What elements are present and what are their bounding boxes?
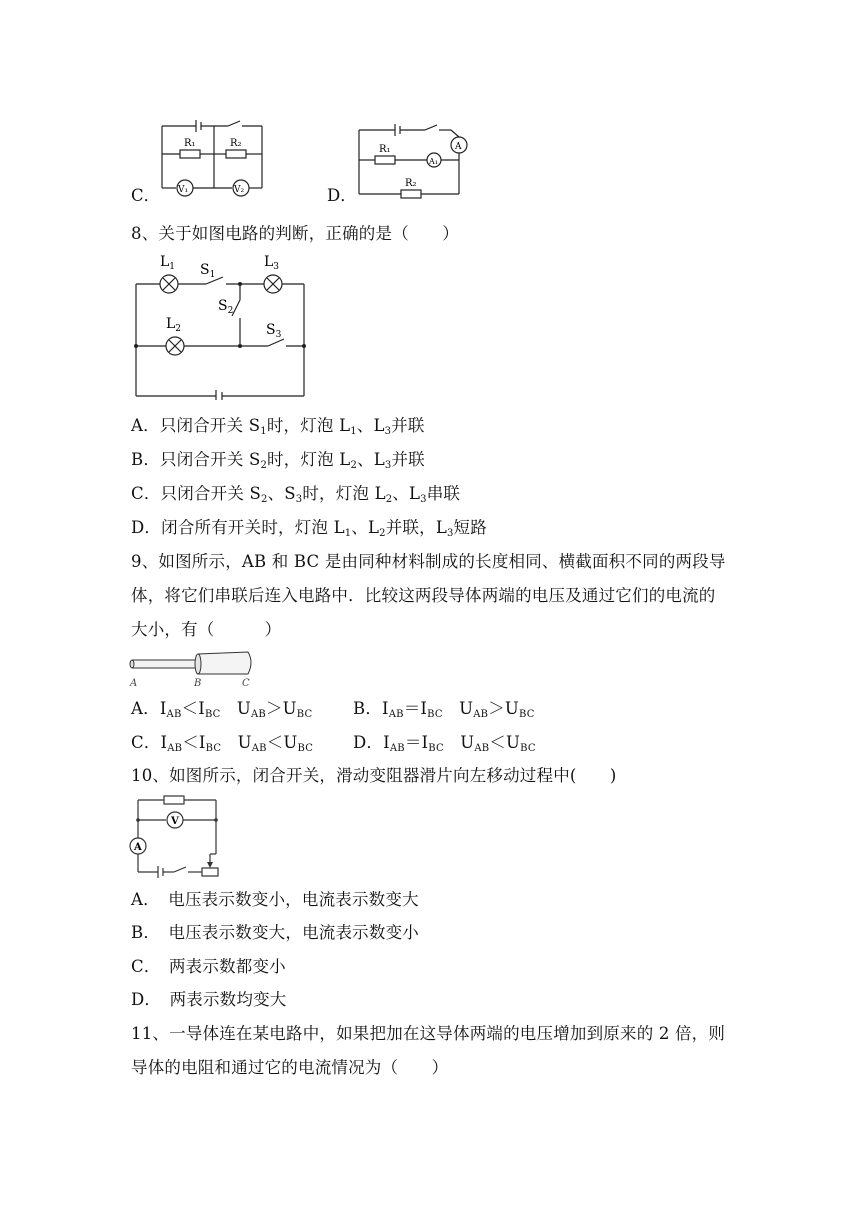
q10-stem: 10、如图所示，闭合开关，滑动变阻器滑片向左移动过程中( ) [131,766,617,785]
q10-voltmeter-label: V [171,816,179,827]
q7-option-d-label: D． [327,186,357,205]
q7d-r1-label: R₁ [379,144,391,155]
q7c-v2-label: V₂ [234,185,245,195]
q9-point-a: A [130,678,138,688]
q7d-a1-label: A₁ [429,157,438,166]
q8-circuit-figure [128,250,308,400]
q9-option-a: A．$I_{AB}<I_{BC}$ $U_{AB}>U_{BC}$ [131,699,313,720]
q10-circuit-figure [128,792,223,880]
q9-point-b: B [194,678,202,688]
q11-stem-line2: 导体的电阻和通过它的电流情况为（ ） [131,1058,449,1077]
q7-option-c-label: C． [131,186,161,205]
q9-point-c: C [242,678,250,688]
q7-circuit-c-figure [158,118,268,198]
q8-stem: 8、关于如图电路的判断，正确的是（ ） [131,224,459,243]
q8-s1-label: $S_1$ [200,262,216,280]
q8-l1-label: $L_1$ [160,254,176,272]
q8-option-b: B．只闭合开关 $S_2$时，灯泡 $L_2$、$L_3$并联 [131,450,425,471]
q8-option-c: C．只闭合开关 $S_2$、$S_3$时，灯泡 $L_2$、$L_3$串联 [131,484,461,505]
q10-option-d: D． 两表示数均变大 [131,990,287,1009]
q8-option-d: D．闭合所有开关时，灯泡 $L_1$、$L_2$并联，$L_3$短路 [131,518,487,539]
q8-l3-label: $L_3$ [264,254,280,272]
q7c-r2-label: R₂ [230,138,242,149]
q9-option-d: D．$I_{AB}=I_{BC}$ $U_{AB}<U_{BC}$ [353,733,536,754]
q10-option-c: C． 两表示数都变小 [131,957,286,976]
q8-s3-label: $S_3$ [266,322,282,340]
q9-stem-line2: 体，将它们串联后连入电路中．比较这两段导体两端的电压及通过它们的电流的 [131,586,716,605]
q7c-r1-label: R₁ [184,138,196,149]
q8-option-a: A．只闭合开关 $S_1$时，灯泡 $L_1$、$L_3$并联 [131,416,425,437]
q7d-a-label: A [455,142,462,152]
q8-l2-label: $L_2$ [166,316,182,334]
q7-circuit-d-figure [355,120,470,200]
q9-option-b: B．$I_{AB}=I_{BC}$ $U_{AB}>U_{BC}$ [353,699,535,720]
q9-conductor-figure [128,648,258,688]
q9-option-c: C．$I_{AB}<I_{BC}$ $U_{AB}<U_{BC}$ [131,733,314,754]
q10-ammeter-label: A [134,842,142,853]
q9-stem-line1: 9、如图所示，AB 和 BC 是由同种材料制成的长度相同、横截面积不同的两段导 [131,552,726,571]
q10-option-a: A． 电压表示数变小，电流表示数变大 [131,890,419,909]
q9-stem-line3: 大小，有（ ） [131,620,282,639]
q7d-r2-label: R₂ [405,178,417,189]
q11-stem-line1: 11、一导体连在某电路中，如果把加在这导体两端的电压增加到原来的 2 倍，则 [131,1024,726,1043]
q8-s2-label: $S_2$ [218,298,234,316]
q10-option-b: B． 电压表示数变大，电流表示数变小 [131,923,419,942]
q7c-v1-label: V₁ [178,185,189,195]
